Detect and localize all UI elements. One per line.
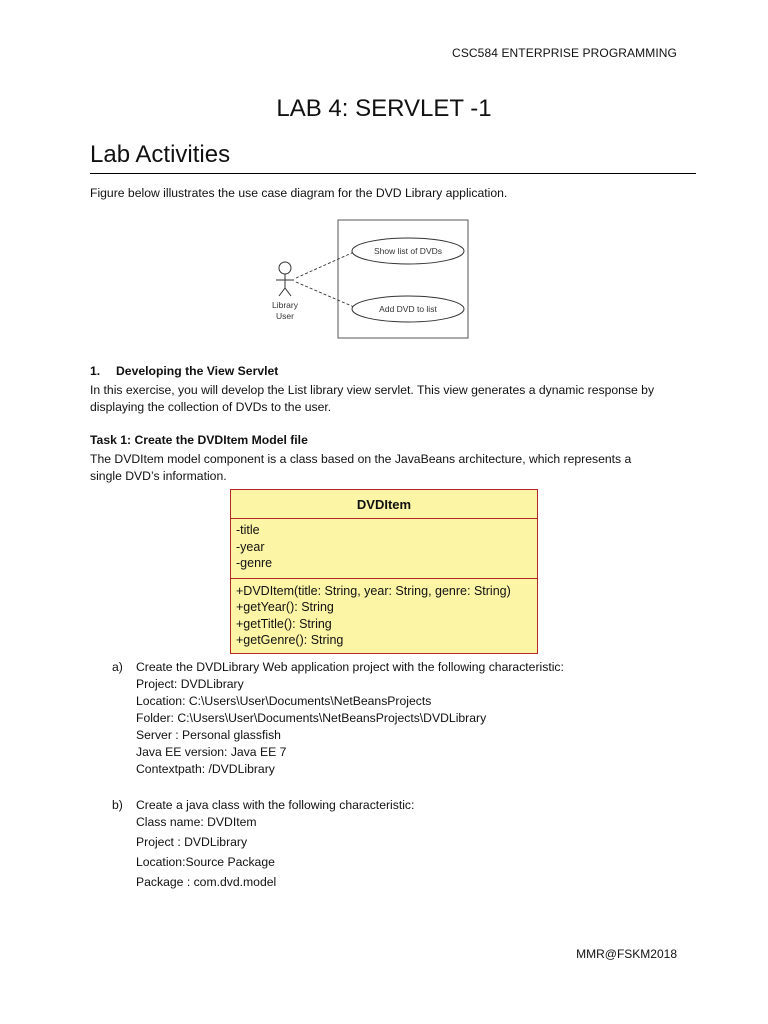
uml-attribute: -title [236,523,260,537]
task1-paragraph [90,451,700,485]
association-line [296,252,354,278]
list-marker: b) [112,798,123,812]
association-line [296,282,354,307]
step1-heading [90,364,278,378]
section-title: Lab Activities [90,141,231,168]
list-line: Project: DVDLibrary [136,677,244,691]
actor-label-line2: User [276,311,294,321]
uml-operations [231,579,537,653]
uml-operation: +getTitle(): String [236,616,332,631]
use-case-diagram [268,216,472,342]
list-line: Server : Personal glassfish [136,728,281,742]
uml-operation: +getYear(): String [236,600,334,614]
uml-operation: +DVDItem(title: String, year: String, genre: String) [236,583,511,598]
step1-paragraph-line: displaying the collection of DVDs to the user. [90,400,332,414]
uml-attribute: -year [236,539,265,554]
step1-paragraph-line: In this exercise, you will develop the List library view servlet. This view generates a dynamic response by [90,383,655,397]
list-line: Contextpath: /DVDLibrary [136,762,275,776]
footer-credit: MMR@FSKM2018 [576,947,677,961]
uml-attributes [231,519,537,579]
list-line: Java EE version: Java EE 7 [136,745,287,759]
actor-label-line1: Library [272,300,298,310]
list-item-body [136,797,414,891]
uml-class-box [230,489,538,654]
list-line: Class name: DVDItem [136,815,257,829]
step1-heading-text: Developing the View Servlet [116,364,279,378]
list-line: Package : com.dvd.model [136,875,277,889]
use-case-show-list: Show list of DVDs [373,246,443,256]
header-course: CSC584 ENTERPRISE PROGRAMMING [452,46,677,60]
list-line: Location: C:\Users\User\Documents\NetBeansProjects [136,694,432,708]
section-divider [90,173,696,174]
task1-paragraph-line: single DVD’s information. [90,469,227,483]
use-case-add-dvd: Add DVD to list [379,304,437,314]
list-line: Create a java class with the following characteristic: [136,798,415,812]
task1-paragraph-line: The DVDItem model component is a class based on the JavaBeans architecture, which represents a [90,452,632,466]
list-marker: a) [112,660,123,674]
actor-icon [276,262,294,296]
task1-heading: Task 1: Create the DVDItem Model file [90,433,308,447]
list-line: Create the DVDLibrary Web application project with the following characteristic: [136,660,564,674]
uml-operation: +getGenre(): String [236,633,344,647]
list-line: Folder: C:\Users\User\Documents\NetBeansProjects\DVDLibrary [136,711,487,725]
list-line: Location:Source Package [136,855,275,869]
uml-class-name: DVDItem [231,490,537,519]
list-item-body [136,659,564,778]
list-line: Project : DVDLibrary [136,835,248,849]
uml-attribute: -genre [236,556,273,570]
intro-text: Figure below illustrates the use case diagram for the DVD Library application. [90,186,508,200]
step1-paragraph [90,382,700,416]
page-title: LAB 4: SERVLET -1 [276,95,492,122]
step1-number: 1. [90,364,101,378]
